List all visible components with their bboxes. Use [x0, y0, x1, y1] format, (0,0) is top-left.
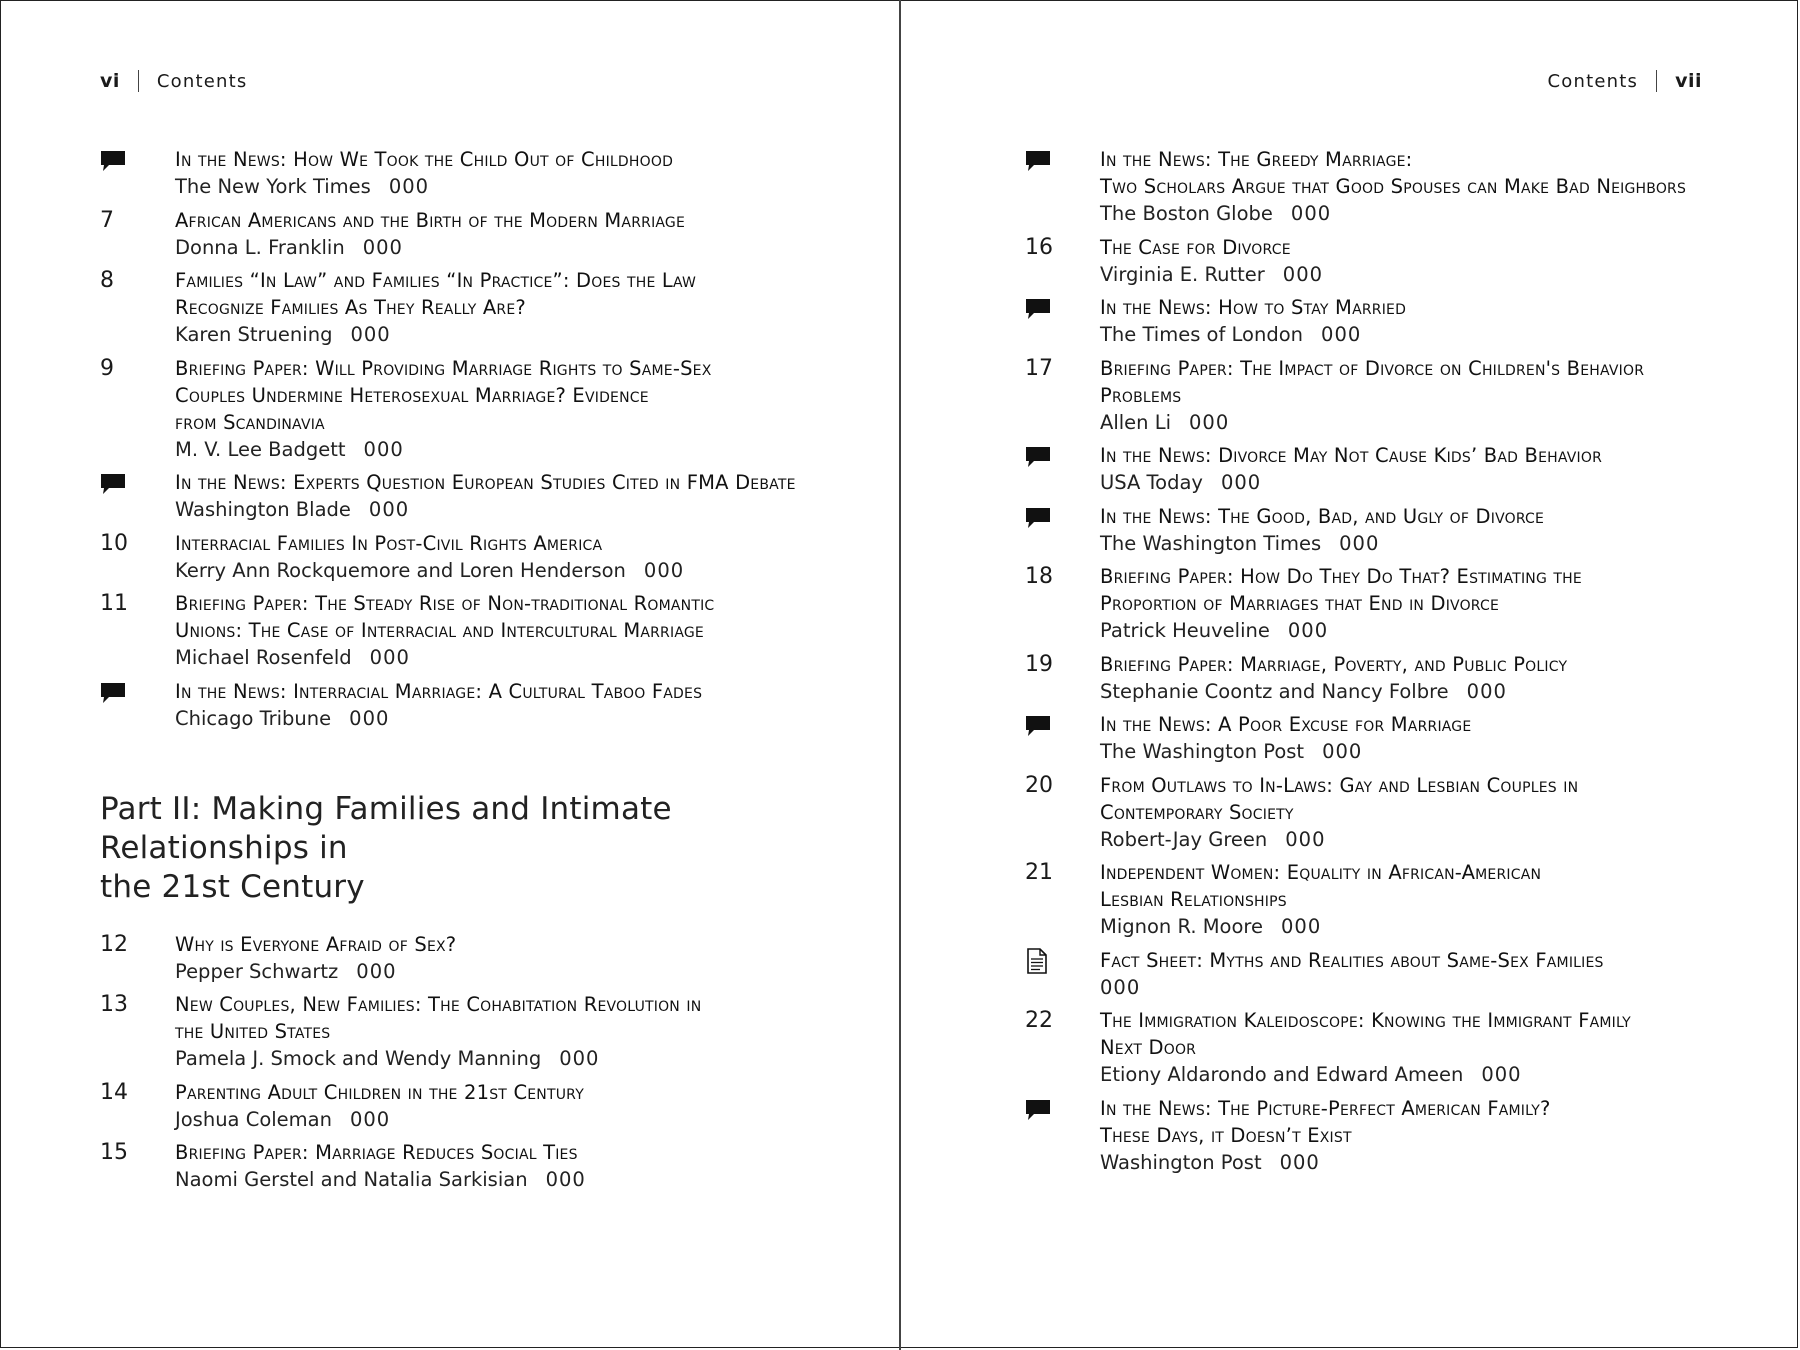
entry-title-line[interactable]: Briefing Paper: Will Providing Marriage Rights to Same-Sex — [175, 356, 712, 380]
toc-entry-body — [1100, 503, 1725, 557]
toc-entry[interactable] — [100, 207, 800, 261]
entry-title-line[interactable]: Briefing Paper: How Do They Do That? Estimating the — [1100, 565, 1582, 588]
entry-author: The Washington Post — [1100, 740, 1305, 763]
entry-title-line[interactable]: In the News: The Greedy Marriage: — [1100, 148, 1413, 171]
right-toc-entries — [1025, 146, 1725, 1176]
entry-title-line[interactable]: Two Scholars Argue that Good Spouses can Make Bad Neighbors — [1100, 175, 1687, 198]
entry-page-number[interactable]: 000 — [369, 646, 410, 669]
entry-author: The Boston Globe — [1100, 202, 1273, 225]
toc-entry[interactable] — [1025, 651, 1725, 705]
chapter-number: 21 — [1025, 860, 1053, 885]
entry-title-line[interactable]: Lesbian Relationships — [1100, 888, 1287, 911]
toc-entry-body — [175, 469, 800, 523]
in-the-news-icon — [1025, 294, 1100, 329]
toc-entry[interactable] — [1025, 146, 1725, 227]
entry-title-line[interactable]: Fact Sheet: Myths and Realities about Same-Sex Families — [1100, 948, 1604, 972]
toc-entry[interactable] — [1025, 234, 1725, 288]
entry-title-line[interactable]: From Outlaws to In-Laws: Gay and Lesbian Couples in — [1100, 773, 1579, 797]
entry-author: Pepper Schwartz — [175, 959, 339, 983]
running-head-separator — [1656, 70, 1657, 92]
entry-page-number[interactable]: 000 — [350, 323, 391, 346]
entry-page-number[interactable]: 000 — [1290, 202, 1332, 225]
entry-author: USA Today — [1100, 471, 1203, 494]
entry-page-number[interactable]: 000 — [1339, 531, 1380, 555]
toc-entry-body — [1100, 563, 1725, 644]
in-the-news-icon — [1025, 503, 1100, 538]
entry-title-line[interactable]: Unions: The Case of Interracial and Intercultural Marriage — [175, 619, 704, 642]
entry-meta — [175, 173, 800, 200]
toc-entry-body — [1100, 947, 1725, 1001]
toc-entry-body — [175, 678, 800, 732]
speech-bubble-icon — [100, 473, 126, 497]
entry-title-line[interactable]: The Immigration Kaleidoscope: Knowing the Immigrant Family — [1100, 1009, 1631, 1032]
toc-entry[interactable] — [100, 469, 800, 523]
in-the-news-icon — [1025, 711, 1100, 746]
entry-title-line[interactable]: New Couples, New Families: The Cohabitation Revolution in — [175, 993, 702, 1016]
chapter-number: 16 — [1025, 234, 1053, 260]
entry-author: Patrick Heuveline — [1100, 619, 1270, 642]
entry-page-number[interactable]: 000 — [559, 1047, 600, 1070]
entry-page-number[interactable]: 000 — [363, 437, 404, 461]
entry-title-line[interactable]: Independent Women: Equality in African-American — [1100, 861, 1542, 884]
entry-title-line[interactable]: In the News: Divorce May Not Cause Kids’ Bad Behavior — [1100, 444, 1603, 467]
speech-bubble-icon — [1025, 1099, 1051, 1123]
entry-meta — [1100, 826, 1725, 853]
toc-entry-body — [175, 1139, 800, 1193]
entry-page-number[interactable]: 000 — [1220, 471, 1262, 494]
entry-page-number[interactable]: 000 — [1189, 410, 1230, 434]
entry-author: Donna L. Franklin — [175, 235, 345, 259]
entry-meta — [1100, 261, 1725, 288]
toc-entry[interactable] — [100, 991, 800, 1072]
chapter-number: 7 — [100, 207, 114, 233]
toc-entry-body — [1100, 294, 1725, 348]
entry-page-number[interactable]: 000 — [368, 498, 410, 521]
entry-author: Mignon R. Moore — [1100, 915, 1263, 938]
entry-page-number[interactable]: 000 — [1100, 975, 1141, 999]
toc-entry-body — [175, 207, 800, 261]
toc-entry[interactable] — [100, 355, 800, 463]
entry-meta — [1100, 200, 1725, 227]
right-toc — [1025, 146, 1725, 1176]
chapter-number: 10 — [100, 530, 128, 556]
part-block — [100, 790, 800, 1194]
toc-entry-body — [1100, 772, 1725, 853]
entry-title-line[interactable]: Why is Everyone Afraid of Sex? — [175, 932, 457, 956]
entry-title-line[interactable]: In the News: How We Took the Child Out of Childhood — [175, 148, 674, 171]
entry-page-number[interactable]: 000 — [643, 558, 685, 582]
entry-author: Chicago Tribune — [175, 706, 332, 730]
toc-entry-body — [175, 991, 800, 1072]
toc-entry-body — [175, 146, 800, 200]
entry-title-line[interactable]: Families “In Law” and Families “In Practice”: Does the Law — [175, 269, 697, 292]
toc-entry[interactable] — [100, 267, 800, 348]
entry-author: Washington Post — [1100, 1150, 1262, 1174]
entry-title-line[interactable]: African Americans and the Birth of the Modern Marriage — [175, 208, 686, 232]
left-toc — [100, 146, 800, 1193]
toc-entry-body — [1100, 442, 1725, 496]
speech-bubble-icon — [1025, 715, 1051, 739]
toc-entry[interactable] — [1025, 1007, 1725, 1088]
entry-author: Etiony Aldarondo and Edward Ameen — [1100, 1063, 1464, 1086]
entry-author: Michael Rosenfeld — [175, 646, 352, 669]
toc-entry-body — [1100, 1007, 1725, 1088]
speech-bubble-icon — [100, 150, 126, 174]
speech-bubble-icon — [1025, 298, 1051, 322]
entry-title-line[interactable]: In the News: The Good, Bad, and Ugly of Divorce — [1100, 504, 1545, 528]
chapter-number: 8 — [100, 268, 114, 293]
entry-title-line[interactable]: the United States — [175, 1020, 331, 1043]
entry-title-line[interactable]: Proportion of Marriages that End in Divorce — [1100, 592, 1500, 615]
entry-meta — [175, 1045, 800, 1072]
toc-entry-body — [175, 530, 800, 584]
entry-page-number[interactable]: 000 — [1279, 1150, 1320, 1174]
toc-entry[interactable] — [1025, 442, 1725, 496]
entry-author: Stephanie Coontz and Nancy Folbre — [1100, 679, 1449, 703]
right-folio: vii — [1675, 70, 1702, 92]
part-heading — [100, 790, 800, 907]
entry-meta — [1100, 321, 1725, 348]
chapter-number: 11 — [100, 591, 128, 616]
part-heading-line: the 21st Century — [100, 868, 365, 905]
toc-entry[interactable] — [100, 931, 800, 985]
entry-meta — [1100, 1149, 1725, 1176]
entry-title-line[interactable]: Contemporary Society — [1100, 800, 1294, 824]
entry-meta — [175, 496, 800, 523]
left-running-head — [100, 70, 247, 92]
toc-entry-body — [175, 590, 800, 671]
toc-entry[interactable] — [100, 1079, 800, 1133]
entry-meta — [1100, 409, 1725, 436]
fact-sheet-icon — [1025, 947, 1100, 981]
entry-meta — [175, 436, 800, 463]
entry-meta — [175, 321, 800, 348]
chapter-number: 15 — [100, 1140, 128, 1165]
entry-title-line[interactable]: Briefing Paper: Marriage Reduces Social Ties — [175, 1141, 578, 1164]
in-the-news-icon — [1025, 146, 1100, 181]
entry-author: Pamela J. Smock and Wendy Manning — [175, 1047, 542, 1070]
entry-page-number[interactable]: 000 — [545, 1168, 586, 1191]
entry-title-line[interactable]: In the News: How to Stay Married — [1100, 296, 1407, 319]
chapter-number: 9 — [100, 355, 114, 381]
toc-entry[interactable] — [1025, 947, 1725, 1001]
chapter-number: 12 — [100, 931, 128, 957]
speech-bubble-icon — [1025, 150, 1051, 174]
entry-author: Karen Struening — [175, 323, 333, 346]
entry-title-line[interactable]: Briefing Paper: The Impact of Divorce on Children's Behavior Problems — [1100, 356, 1645, 407]
toc-entry[interactable] — [1025, 563, 1725, 644]
entry-title-line[interactable]: In the News: Interracial Marriage: A Cultural Taboo Fades — [175, 679, 703, 703]
entry-page-number[interactable]: 000 — [362, 235, 403, 259]
entry-meta — [1100, 530, 1725, 557]
entry-title-line[interactable]: Couples Undermine Heterosexual Marriage? Evidence — [175, 383, 649, 407]
toc-entry-body — [1100, 711, 1725, 765]
entry-author: The New York Times — [175, 175, 371, 198]
entry-meta — [175, 705, 800, 732]
chapter-number: 22 — [1025, 1008, 1053, 1033]
entry-meta — [1100, 617, 1725, 644]
in-the-news-icon — [1025, 1095, 1100, 1130]
entry-page-number[interactable]: 000 — [388, 175, 430, 198]
toc-entry[interactable] — [1025, 503, 1725, 557]
entry-title-line[interactable]: Briefing Paper: The Steady Rise of Non-traditional Romantic — [175, 592, 715, 615]
toc-entry-body — [1100, 651, 1725, 705]
entry-title-line[interactable]: In the News: The Picture-Perfect American Family? — [1100, 1096, 1551, 1120]
entry-author: The Times of London — [1100, 323, 1304, 346]
entry-author: Robert-Jay Green — [1100, 827, 1268, 851]
chapter-number: 17 — [1025, 355, 1053, 381]
toc-entry[interactable] — [1025, 711, 1725, 765]
part-heading-line: Part II: Making Families and Intimate Relationships in — [100, 790, 672, 866]
entry-meta — [1100, 469, 1725, 496]
toc-entry[interactable] — [100, 590, 800, 671]
entry-page-number[interactable]: 000 — [1481, 1063, 1522, 1086]
entry-title-line[interactable]: The Case for Divorce — [1100, 235, 1291, 259]
toc-entry[interactable] — [1025, 859, 1725, 940]
left-page — [0, 0, 899, 1350]
entry-page-number[interactable]: 000 — [1466, 679, 1507, 703]
entry-author: Naomi Gerstel and Natalia Sarkisian — [175, 1168, 528, 1191]
entry-title-line[interactable]: Parenting Adult Children in the 21st Century — [175, 1080, 584, 1104]
toc-entry-body — [1100, 355, 1725, 436]
toc-entry-body — [1100, 146, 1725, 227]
entry-meta — [1100, 1061, 1725, 1088]
speech-bubble-icon — [100, 682, 126, 706]
entry-page-number[interactable]: 000 — [1321, 323, 1362, 346]
entry-meta — [175, 958, 800, 985]
entry-title-line[interactable]: Briefing Paper: Marriage, Poverty, and Public Policy — [1100, 652, 1568, 676]
entry-title-line[interactable]: In the News: Experts Question European Studies Cited in FMA Debate — [175, 471, 796, 494]
chapter-number: 18 — [1025, 564, 1053, 589]
entry-meta — [175, 557, 800, 584]
toc-entry[interactable] — [100, 146, 800, 200]
toc-entry-body — [175, 931, 800, 985]
toc-entry[interactable] — [100, 678, 800, 732]
entry-title-line[interactable]: Interracial Families In Post-Civil Rights America — [175, 531, 603, 555]
toc-entry-body — [175, 355, 800, 463]
toc-entry[interactable] — [100, 1139, 800, 1193]
entry-page-number[interactable]: 000 — [349, 1107, 391, 1131]
entry-author: Kerry Ann Rockquemore and Loren Henderson — [175, 558, 626, 582]
left-toc-entries — [100, 146, 800, 732]
right-running-head-label: Contents — [1547, 70, 1639, 92]
toc-entry-body — [1100, 859, 1725, 940]
document-icon — [1025, 948, 1049, 974]
toc-entry-body — [175, 267, 800, 348]
entry-author: M. V. Lee Badgett — [175, 437, 346, 461]
chapter-number: 20 — [1025, 772, 1053, 798]
speech-bubble-icon — [1025, 507, 1051, 531]
speech-bubble-icon — [1025, 446, 1051, 470]
chapter-number: 19 — [1025, 651, 1053, 677]
entry-meta — [175, 1166, 800, 1193]
toc-entry-body — [1100, 234, 1725, 288]
entry-author: The Washington Times — [1100, 531, 1322, 555]
in-the-news-icon — [100, 146, 175, 181]
entry-meta — [1100, 913, 1725, 940]
entry-meta — [175, 234, 800, 261]
entry-page-number[interactable]: 000 — [356, 959, 397, 983]
entry-page-number[interactable]: 000 — [1285, 827, 1326, 851]
right-running-head — [1548, 70, 1703, 92]
entry-meta — [1100, 678, 1725, 705]
toc-entry[interactable] — [1025, 1095, 1725, 1176]
entry-page-number[interactable]: 000 — [1322, 740, 1363, 763]
entry-title-line[interactable]: These Days, it Doesn’t Exist — [1100, 1123, 1352, 1147]
in-the-news-icon — [100, 469, 175, 504]
entry-page-number[interactable]: 000 — [1282, 262, 1324, 286]
toc-entry[interactable] — [100, 530, 800, 584]
chapter-number: 13 — [100, 992, 128, 1017]
entry-meta — [1100, 738, 1725, 765]
left-running-head-label: Contents — [156, 70, 248, 92]
in-the-news-icon — [1025, 442, 1100, 477]
right-page — [901, 0, 1800, 1350]
entry-meta — [1100, 974, 1725, 1001]
toc-entry-body — [175, 1079, 800, 1133]
left-folio: vi — [100, 70, 120, 92]
entry-page-number[interactable]: 000 — [349, 706, 390, 730]
entry-title-line[interactable]: Recognize Families As They Really Are? — [175, 296, 526, 319]
toc-entry-body — [1100, 1095, 1725, 1176]
toc-entry[interactable] — [1025, 355, 1725, 436]
entry-page-number[interactable]: 000 — [1287, 619, 1329, 642]
toc-entry[interactable] — [1025, 294, 1725, 348]
part-toc-entries — [100, 931, 800, 1194]
entry-author: Washington Blade — [175, 498, 351, 521]
entry-author: Joshua Coleman — [175, 1107, 332, 1131]
entry-title-line[interactable]: Next Door — [1100, 1036, 1197, 1059]
in-the-news-icon — [100, 678, 175, 713]
entry-author: Virginia E. Rutter — [1100, 262, 1265, 286]
entry-meta — [175, 1106, 800, 1133]
entry-page-number[interactable]: 000 — [1281, 915, 1322, 938]
entry-meta — [175, 644, 800, 671]
running-head-separator — [138, 70, 139, 92]
entry-title-line[interactable]: In the News: A Poor Excuse for Marriage — [1100, 713, 1472, 736]
toc-entry[interactable] — [1025, 772, 1725, 853]
entry-author: Allen Li — [1100, 410, 1172, 434]
entry-title-line[interactable]: from Scandinavia — [175, 410, 325, 434]
chapter-number: 14 — [100, 1079, 128, 1105]
